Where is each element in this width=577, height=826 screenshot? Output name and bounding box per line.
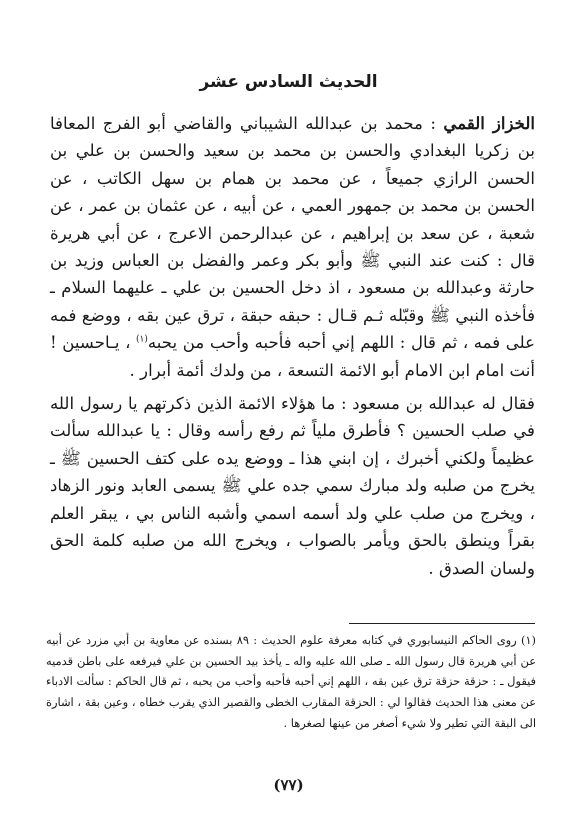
footnote-divider	[349, 623, 535, 624]
footnote-text: (١) روى الحاكم النيسابوري في كتابه معرفة علوم الحديث : ٨٩ بسنده عن معاوية بن أبي مزرد عن أبيه عن أبي هريرة قال رسول الله ـ صلى الله عليه واله ـ يأخذ بيد الحسين بن علي فيرفعه على باطن قدميه فيقول ـ : حزقة حزقة ترق عين بقه ، اللهم إني أحبه فأحبه وأحب من يحبه ، ثم قال الحاكم : سألت الادباء عن معنى هذا الحديث فقالوا لي : الحزقة المقارب الخطى والقصير الذي يقرب خطاه ، وعين بقة ، اشارة الى البقة التي تطير ولا شيء أصغر من عينها لصغرها .	[46, 633, 536, 730]
page-number: (٧٧)	[273, 776, 304, 794]
paragraph-1-tail: ، يـاحسين ! أنت امام ابن الامام أبو الائمة التسعة ، من ولدك أئمة أبرار .	[50, 333, 535, 380]
paragraph-1-text: : محمد بن عبدالله الشيباني والقاضي أبو الفرج المعافا بن زكريا البغدادي والحسن بن محمد بن سعيد والحسن بن علي بن الحسن الرازي جميعاً ، عن محمد بن همام بن سهل الكاتب ، عن الحسن بن محمد بن جمهور العمي ، عن أبيه ، عن عثمان بن عمر ، عن شعبة ، عن سعد بن إبراهيم ، عن عبدالرحمن الاعرج ، عن أبي هريرة قال : كنت عند النبي ﷺ وأبو بكر وعمر والفضل بن العباس وزيد بن حارثة وعبدالله بن مسعود ، اذ دخل الحسين بن علي ـ عليهما السلام ـ فأخذه النبي ﷺ وقبّله ثـم قـال : حبقه حبقة ، ترق عين بقه ، ووضع فمه على فمه ، ثم قال : اللهم إني أحبه فأحبه وأحب من يحبه	[50, 114, 536, 353]
paragraph-1	[50, 110, 535, 384]
paragraph-2: فقال له عبدالله بن مسعود : ما هؤلاء الائمة الذين ذكرتهم يا رسول الله في صلب الحسين ؟ فأطرق ملياً ثم رفع رأسه وقال : يا عبدالله سألت عظيماً ولكني أخبرك ، إن ابني هذا ـ ووضع يده على كتف الحسين ﷺ ـ يخرج من صلبه ولد مبارك سمي جده علي ﷺ يسمى العابد ونور الزهاد ، ويخرج من صلب علي ولد أسمه اسمي وأشبه الناس بي ، يبقر العلم بقراً وينطق بالحق ويأمر بالصواب ، ويخرج الله من صلبه كلمة الحق ولسان الصدق .	[50, 394, 535, 578]
author-name: الخزاز القمي	[443, 113, 535, 133]
section-heading: الحديث السادس عشر	[199, 72, 378, 92]
footnote-reference[interactable]: (١)	[136, 334, 148, 345]
main-text	[50, 110, 535, 582]
footnote	[46, 630, 536, 734]
